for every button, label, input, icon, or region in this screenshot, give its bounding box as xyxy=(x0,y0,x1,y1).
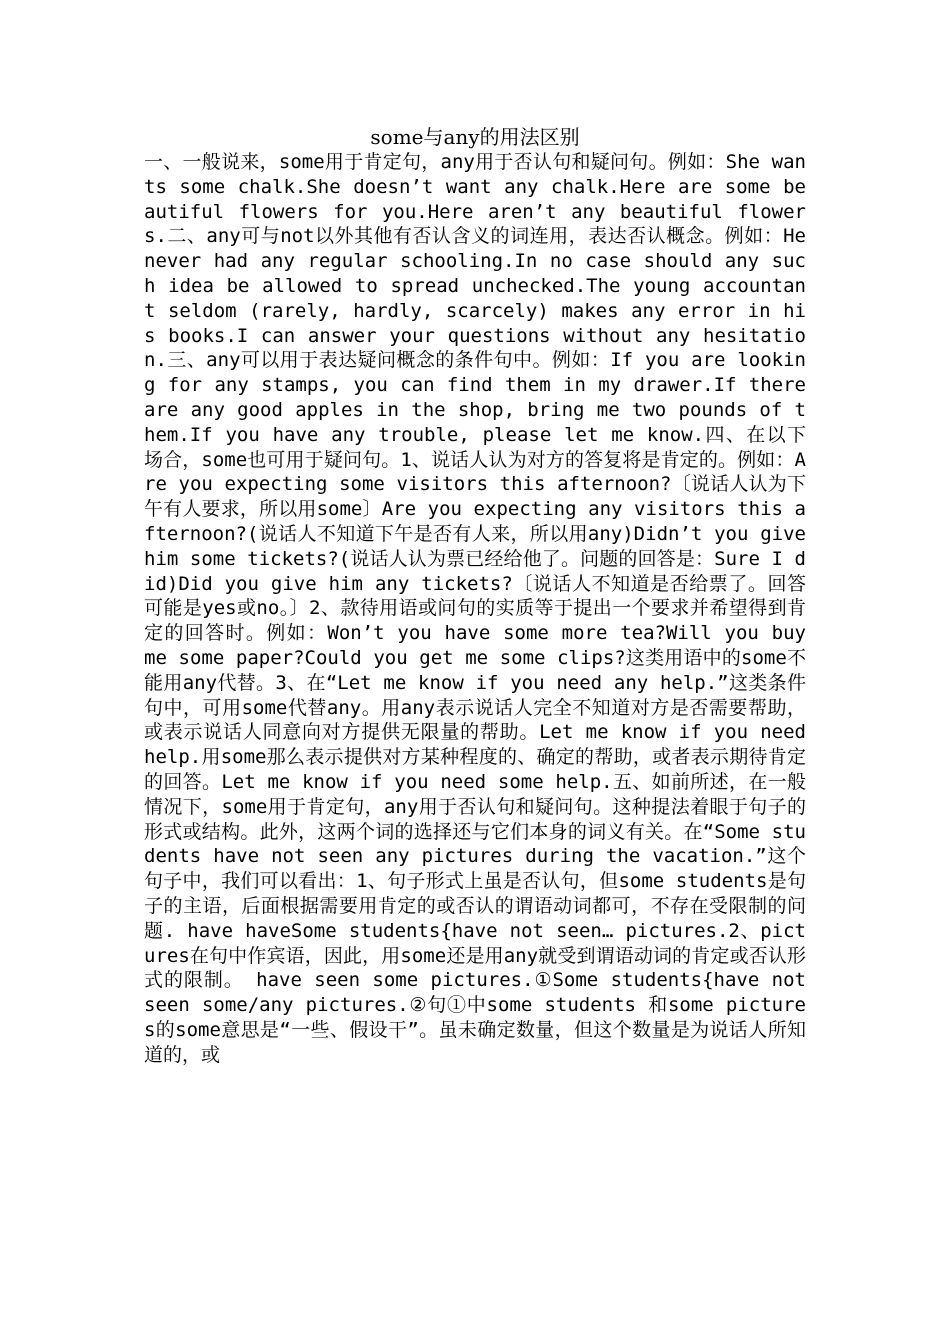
document-body-text: 一、一般说来，some用于肯定句，any用于否认句和疑问句。例如：She wants some chalk.She doesn’t want any chalk.Here are some beautiful flowers for you.Here aren’t any beautiful flowers.二、any可与not以外其他有否认含义的词连用，表达否认概念。例如：He never had any regular schooling.In no case should any such idea be allowed to spread unchecked.The young accountant seldom (rarely, hardly, scarcely) makes any error in his books.I can answer your questions without any hesitation.三、any可以用于表达疑问概念的条件句中。例如：If you are looking for any stamps, you can find them in my drawer.If there are any good apples in the shop, bring me two pounds of them.If you have any trouble, please let me know.四、在以下场合，some也可用于疑问句。1、说话人认为对方的答复将是肯定的。例如：Are you expecting some visitors this afternoon?〔说话人认为下午有人要求，所以用some〕Are you expecting any visitors this afternoon?(说话人不知道下午是否有人来，所以用any)Didn’t you give him some tickets?(说话人认为票已经给他了。问题的回答是：Sure I did)Did you give him any tickets?〔说话人不知道是否给票了。回答可能是yes或no。〕2、款待用语或问句的实质等于提出一个要求并希望得到肯定的回答时。例如：Won’t you have some more tea?Will you buy me some paper?Could you get me some clips?这类用语中的some不能用any代替。3、在“Let me know if you need any help.”这类条件句中，可用some代替any。用any表示说话人完全不知道对方是否需要帮助，或表示说话人同意向对方提供无限量的帮助。Let me know if you need help.用some那么表示提供对方某种程度的、确定的帮助，或者表示期待肯定的回答。Let me know if you need some help.五、如前所述，在一般情况下，some用于肯定句，any用于否认句和疑问句。这种提法着眼于句子的形式或结构。此外，这两个词的选择还与它们本身的词义有关。在“Some students have not seen any pictures during the vacation.”这个句子中，我们可以看出：1、句子形式上虽是否认句，但some students是句子的主语，后面根据需要用肯定的或否认的谓语动词都可，不存在受限制的问题. have haveSome students{have not seen… pictures.2、pictures在句中作宾语，因此，用some还是用any就受到谓语动词的肯定或否认形式的限制。 have seen some pictures.①Some students{have not seen some/any pictures.②句①中some students 和some pictures的some意思是“一些、假设干”。虽未确定数量，但这个数量是为说话人所知道的，或 xyxy=(144,151,806,1066)
document-title: some与any的用法区别 xyxy=(370,125,580,149)
